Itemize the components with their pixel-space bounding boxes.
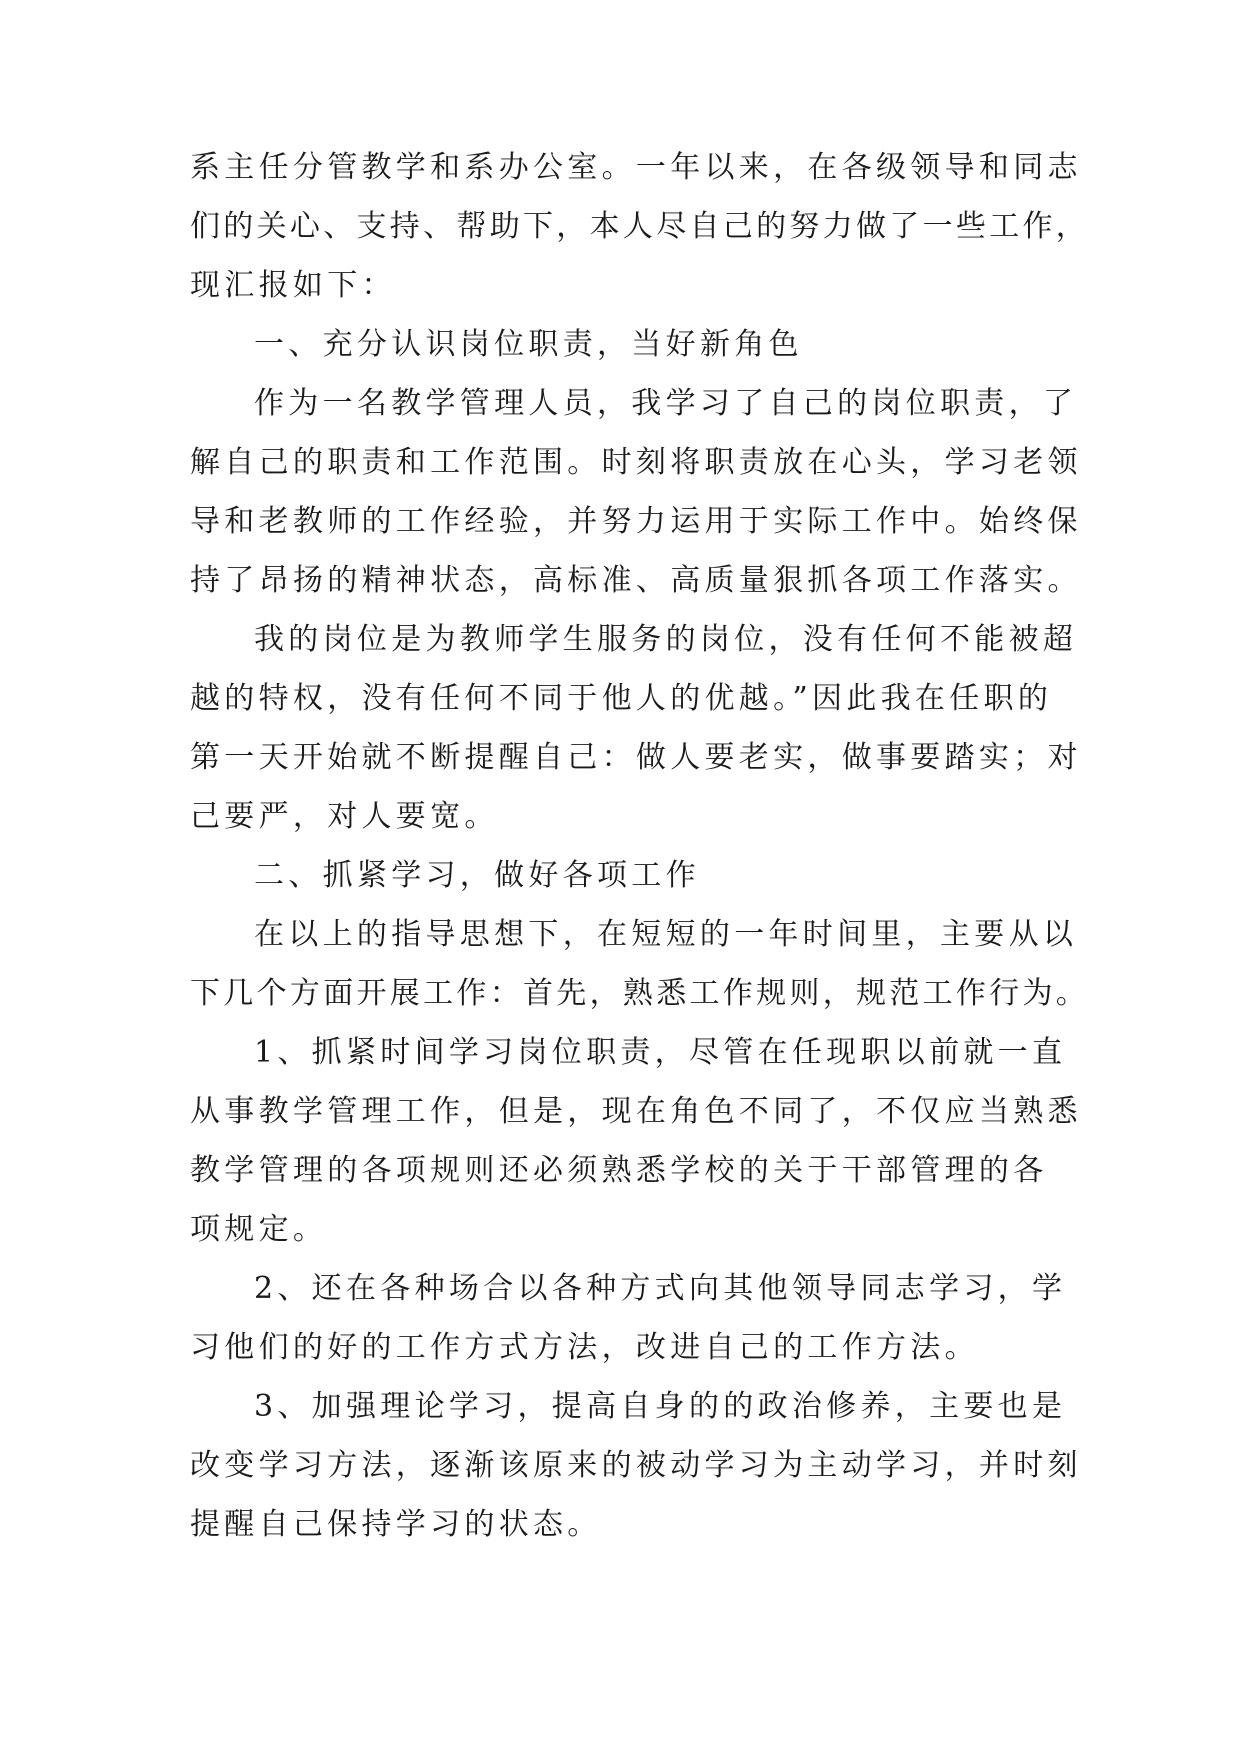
text-line: 3、加强理论学习，提高自身的的政治修养，主要也是	[254, 1389, 1067, 1424]
section-heading: 一、充分认识岗位职责，当好新角色	[254, 327, 803, 362]
text-line: 越的特权，没有任何不同于他人的优越。”因此我在任职的	[190, 681, 1053, 716]
text-line: 解自己的职责和工作范围。时刻将职责放在心头，学习老领	[190, 445, 1082, 480]
text-line: 己要严，对人要宽。	[190, 799, 499, 834]
text-line: 我的岗位是为教师学生服务的岗位，没有任何不能被超	[254, 622, 1078, 657]
text-line: 现汇报如下：	[190, 268, 396, 303]
text-line: 导和老教师的工作经验，并努力运用于实际工作中。始终保	[190, 504, 1082, 539]
text-line: 下几个方面开展工作：首先，熟悉工作规则，规范工作行为。	[190, 976, 1090, 1011]
section-heading: 二、抓紧学习，做好各项工作	[254, 858, 700, 893]
text-line: 提醒自己保持学习的状态。	[190, 1507, 602, 1542]
text-line: 改变学习方法，逐渐该原来的被动学习为主动学习，并时刻	[190, 1448, 1082, 1483]
text-line: 2、还在各种场合以各种方式向其他领导同志学习，学	[254, 1271, 1067, 1306]
text-line: 系主任分管教学和系办公室。一年以来，在各级领导和同志	[190, 150, 1082, 185]
text-line: 教学管理的各项规则还必须熟悉学校的关于干部管理的各	[190, 1153, 1048, 1188]
text-line: 习他们的好的工作方式方法，改进自己的工作方法。	[190, 1330, 979, 1365]
text-line: 们的关心、支持、帮助下，本人尽自己的努力做了一些工作，	[190, 209, 1090, 244]
text-line: 作为一名教学管理人员，我学习了自己的岗位职责，了	[254, 386, 1078, 421]
text-line: 第一天开始就不断提醒自己：做人要老实，做事要踏实；对	[190, 740, 1082, 775]
text-line: 在以上的指导思想下，在短短的一年时间里，主要从以	[254, 917, 1078, 952]
text-line: 1、抓紧时间学习岗位职责，尽管在任现职以前就一直	[254, 1035, 1067, 1070]
text-line: 从事教学管理工作，但是，现在角色不同了，不仅应当熟悉	[190, 1094, 1082, 1129]
text-line: 项规定。	[190, 1212, 328, 1247]
text-line: 持了昂扬的精神状态，高标准、高质量狠抓各项工作落实。	[190, 563, 1082, 598]
